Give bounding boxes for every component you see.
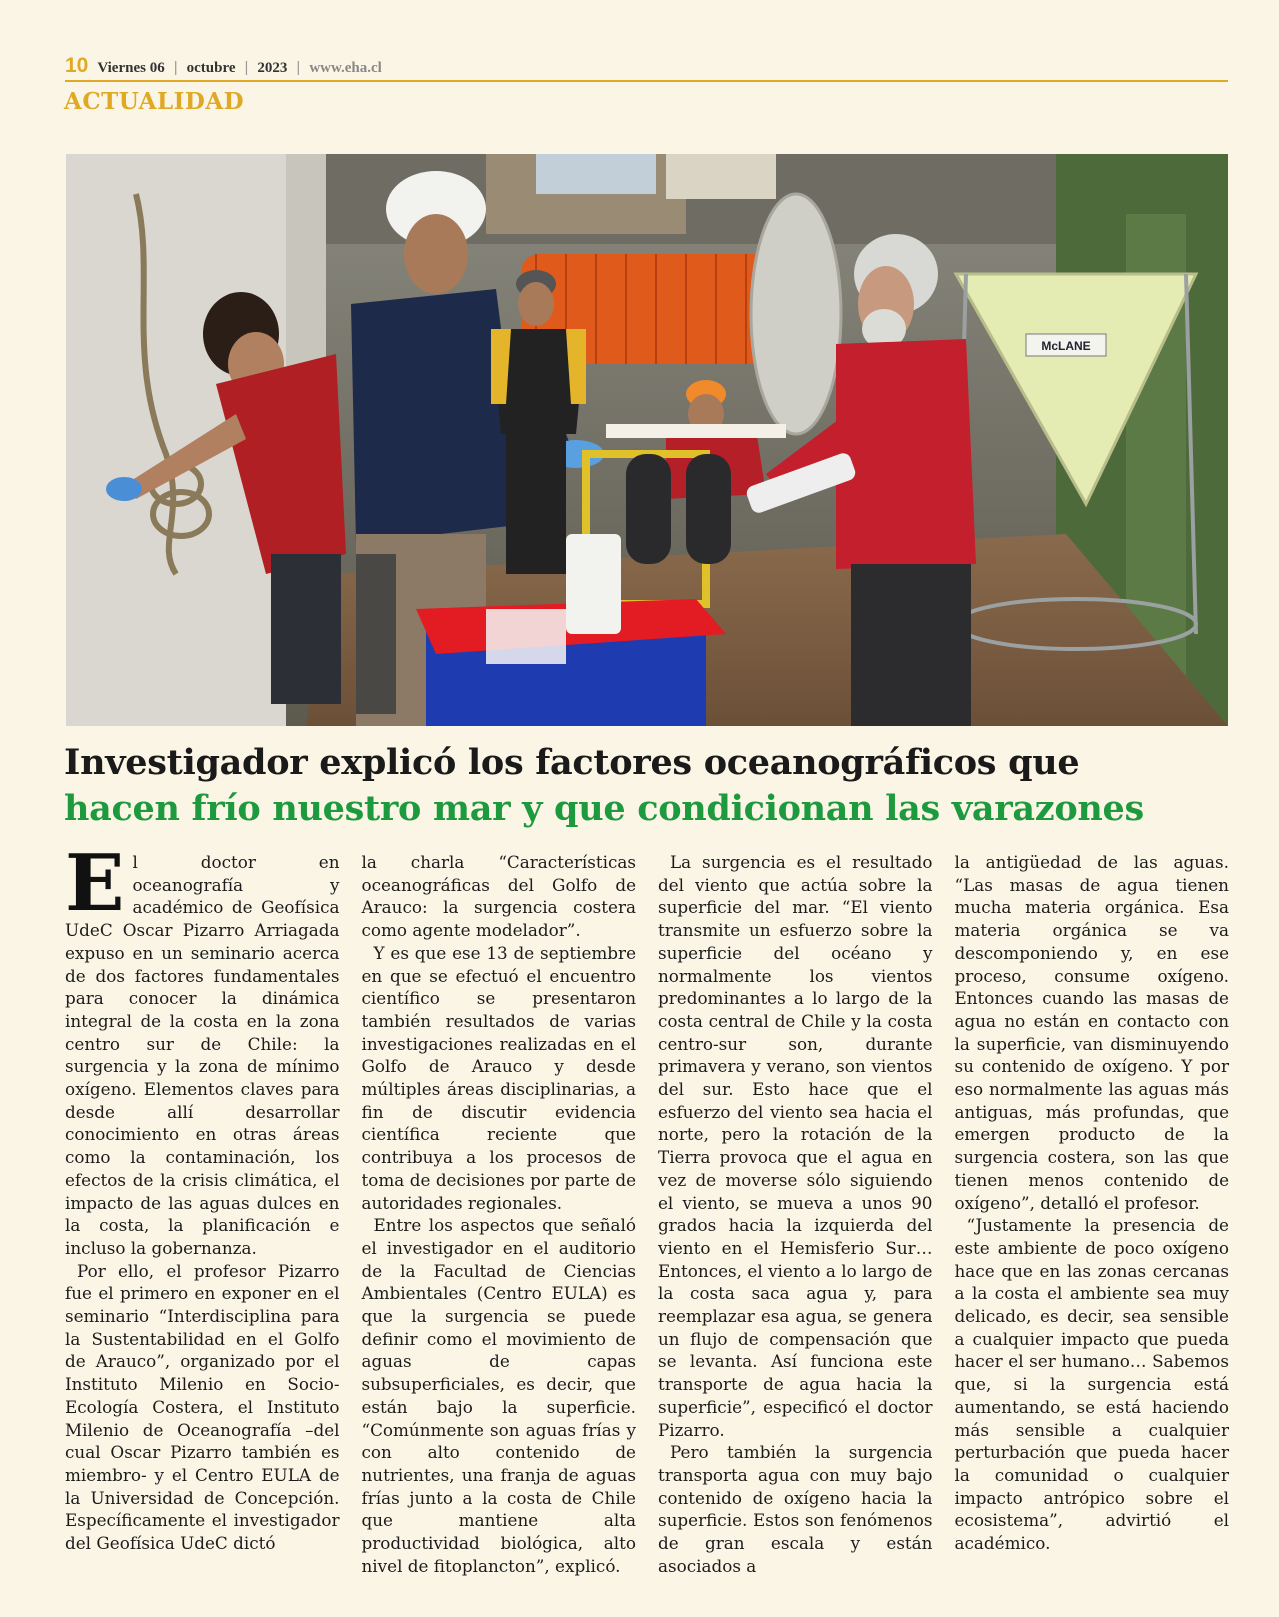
divider: | bbox=[296, 59, 301, 76]
paragraph: la antigüedad de las aguas. “Las masas de agua tienen mucha materia orgánica. Esa materia orgánica se va descomponiendo y, en ese proceso, consume oxígeno. Entonces cuando las masas de agua no están en contacto con la superficie, van disminuyendo su contenido de oxígeno. Y por eso normalmente las aguas más antiguas, más profundas, que emergen producto de la surgencia costera, son las que tienen menos contenido de oxígeno”, detalló el profesor. bbox=[954, 852, 1229, 1213]
column-3 bbox=[658, 851, 933, 1576]
paragraph: Pero también la surgencia transporta agua con muy bajo contenido de oxígeno hacia la superficie. Estos son fenómenos de gran escala y están asociados a bbox=[658, 1442, 933, 1576]
headline-line-1: Investigador explicó los factores oceanográficos que bbox=[64, 742, 1080, 783]
column-1 bbox=[65, 838, 340, 1554]
section-title: ACTUALIDAD bbox=[64, 88, 245, 115]
date-day: Viernes 06 bbox=[97, 60, 165, 76]
paragraph: Entre los aspectos que señaló el investigador en el auditorio de la Facultad de Ciencias Ambientales (Centro EULA) es que la surgencia se puede definir como el movimiento de aguas de capas subsuperficiales, es decir, que están bajo la superficie. “Comúnmente son aguas frías y con alto contenido de nutrientes, una franja de aguas frías junto a la costa de Chile que mantiene alta productividad biológica, alto nivel de fitoplancton”, explicó. bbox=[361, 1215, 636, 1576]
water-jug bbox=[566, 534, 621, 634]
divider: | bbox=[244, 59, 249, 76]
article-headline bbox=[64, 740, 1229, 832]
column-2 bbox=[361, 851, 637, 1576]
date-month: octubre bbox=[186, 60, 236, 76]
paragraph-text: l doctor en oceanografía y académico de Geofísica UdeC Oscar Pizarro Arriagada expuso en un seminario acerca de dos factores fundamentales para conocer la dinámica integral de la costa en la zona centro sur de Chile: la surgencia y la zona de mínimo oxígeno. Elementos claves para desde allí desarrollar conocimiento en otras áreas como la contaminación, los efectos de la crisis climática, el impacto de las aguas dulces en la costa, la planificación e incluso la gobernanza. bbox=[65, 852, 340, 1258]
column-4 bbox=[954, 851, 1230, 1554]
date-year: 2023 bbox=[257, 60, 288, 76]
paragraph: Por ello, el profesor Pizarro fue el primero en exponer en el seminario “Interdisciplina para la Sustentabilidad en el Golfo de Arauco”, organizado por el Instituto Milenio en Socio-Ecología Costera, el Instituto Milenio de Oceanografía –del cual Oscar Pizarro también es miembro- y el Centro EULA de la Universidad de Concepción. Específicamente el investigador del Geofísica UdeC dictó bbox=[65, 1260, 340, 1554]
paragraph: Y es que ese 13 de septiembre en que se efectuó el encuentro científico se presentaron también resultados de varias investigaciones realizadas en el Golfo de Arauco y desde múltiples áreas disciplinarias, a fin de discutir evidencia científica reciente que contribuya a los procesos de toma de decisiones por parte de autoridades regionales. bbox=[361, 942, 636, 1213]
article-body bbox=[65, 838, 1229, 1576]
mclane-label: McLANE bbox=[1041, 339, 1091, 353]
paragraph: “Justamente la presencia de este ambiente de poco oxígeno hace que en las zonas cercanas a la costa el ambiente sea muy delicado, es decir, sea sensible a cualquier impacto que pueda hacer el ser humano… Sabemos que, si la surgencia está aumentando, se está haciendo más sensible a cualquier perturbación que pueda hacer la comunidad o cualquier impacto antrópico sobre el ecosistema”, advirtió el académico. bbox=[954, 1215, 1229, 1554]
paragraph: la charla “Características oceanográficas del Golfo de Arauco: la surgencia costera como agente modelador”. bbox=[361, 852, 636, 941]
page-header bbox=[65, 54, 1228, 82]
drop-cap: E bbox=[65, 838, 125, 929]
paragraph: La surgencia es el resultado del viento que actúa sobre la superficie del mar. “El viento transmite un esfuerzo sobre la superficie del océano y normalmente los vientos predominantes a lo largo de la costa central de Chile y la costa centro-sur son, durante primavera y verano, son vientos del sur. Esto hace que el esfuerzo del viento sea hacia el norte, pero la rotación de la Tierra provoca que el agua en vez de moverse sólo siguiendo el viento, se mueva a unos 90 grados hacia la izquierda del viento en el Hemisferio Sur… Entonces, el viento a lo largo de la costa saca agua y, para reemplazar esa agua, se genera un flujo de compensación que se levanta. Así funciona este transporte de agua hacia la superficie”, especificó el doctor Pizarro. bbox=[658, 852, 933, 1440]
divider: | bbox=[173, 59, 178, 76]
article-photo bbox=[66, 154, 1228, 726]
paragraph bbox=[65, 838, 340, 1260]
photo-illustration bbox=[66, 154, 1228, 726]
headline-line-2: hacen frío nuestro mar y que condicionan las varazones bbox=[64, 788, 1144, 829]
website-link[interactable]: www.eha.cl bbox=[309, 60, 382, 76]
page-number: 10 bbox=[65, 54, 89, 77]
